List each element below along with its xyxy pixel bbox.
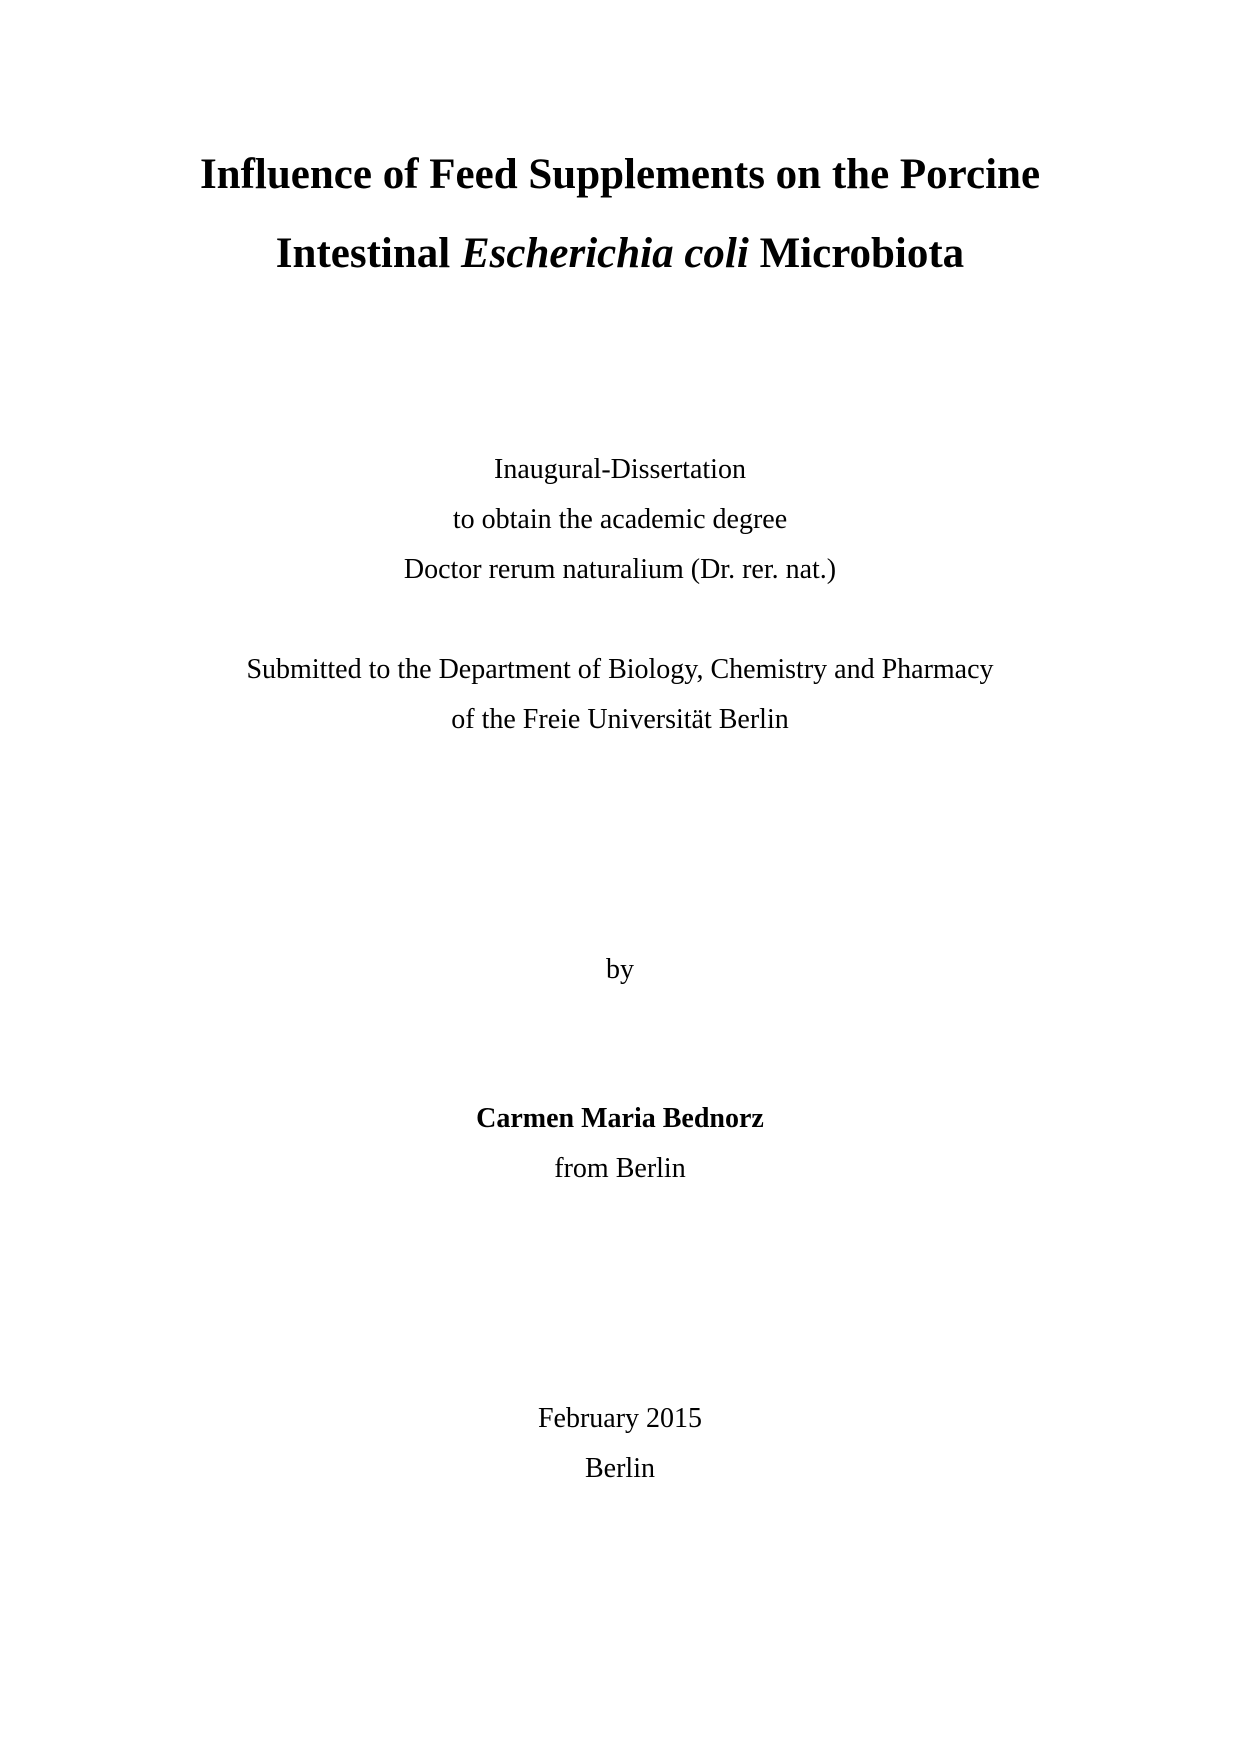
title-line-2: [0, 232, 1240, 275]
submission-department: Submitted to the Department of Biology, Chemistry and Pharmacy: [246, 654, 994, 685]
degree-purpose: to obtain the academic degree: [452, 504, 788, 535]
submission-university: of the Freie Universität Berlin: [451, 704, 789, 735]
author-name: Carmen Maria Bednorz: [476, 1103, 764, 1134]
degree-name: Doctor rerum naturalium (Dr. rer. nat.): [403, 554, 837, 585]
title-species-name: Escherichia coli: [460, 230, 749, 277]
title-line-1: Influence of Feed Supplements on the Porcine: [199, 151, 1041, 198]
author-origin: from Berlin: [554, 1153, 686, 1184]
degree-type: Inaugural-Dissertation: [494, 454, 746, 485]
title-line-2-end: Microbiota: [748, 230, 965, 277]
by-label: by: [606, 954, 634, 985]
title-line-2-start: Intestinal: [275, 230, 461, 277]
submission-date: February 2015: [537, 1403, 703, 1434]
submission-place: Berlin: [585, 1453, 655, 1484]
